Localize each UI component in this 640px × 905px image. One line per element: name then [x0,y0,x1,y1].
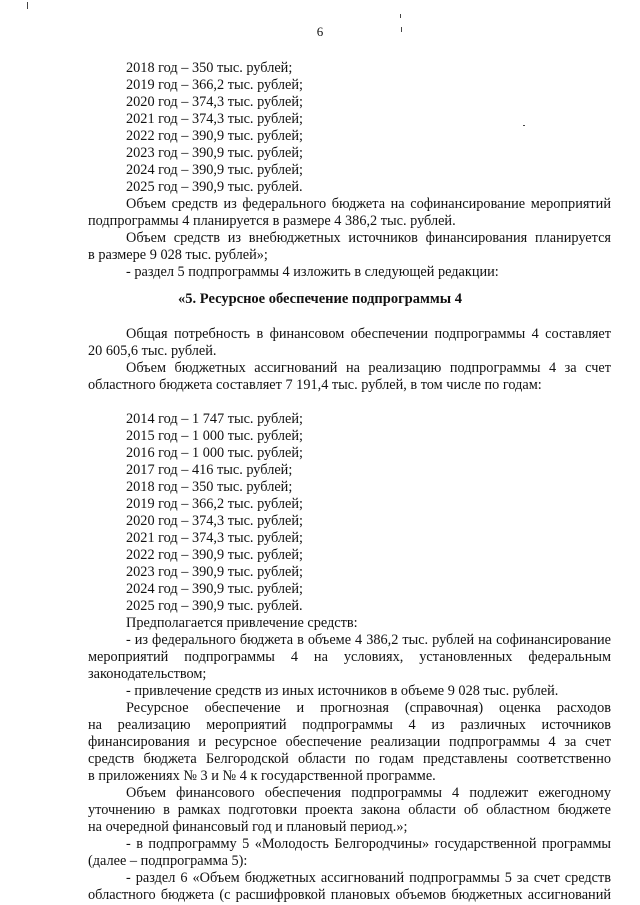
scan-mark [400,14,401,18]
scan-mark [27,2,28,9]
year-line: 2023 год – 390,9 тыс. рублей; [126,564,304,580]
paragraph-line: финансирования и ресурсное обеспечение реализации подпрограммы 4 за счет [88,734,611,750]
year-line: 2014 год – 1 747 тыс. рублей; [126,411,304,427]
paragraph-line: - привлечение средств из иных источников в объеме 9 028 тыс. рублей. [126,683,559,699]
year-line: 2025 год – 390,9 тыс. рублей. [126,598,303,614]
year-line: 2017 год – 416 тыс. рублей; [126,462,293,478]
page-number: 6 [316,24,324,39]
paragraph-line: мероприятий подпрограммы 4 на условиях, установленных федеральным [88,649,611,665]
paragraph-line: - в подпрограмму 5 «Молодость Белгородчины» государственной программы [126,836,611,852]
paragraph-line: Объем средств из внебюджетных источников финансирования планируется [126,230,611,246]
paragraph-line: областного бюджета составляет 7 191,4 тыс. рублей, в том числе по годам: [88,377,542,393]
year-line: 2024 год – 390,9 тыс. рублей; [126,162,304,178]
paragraph-line: (далее – подпрограмма 5): [88,853,248,869]
year-line: 2021 год – 374,3 тыс. рублей; [126,530,304,546]
paragraph-line: - раздел 6 «Объем бюджетных ассигнований подпрограммы 5 за счет средств [126,870,611,886]
year-line: 2019 год – 366,2 тыс. рублей; [126,77,304,93]
year-line: 2023 год – 390,9 тыс. рублей; [126,145,304,161]
year-line: 2022 год – 390,9 тыс. рублей; [126,128,304,144]
year-line: 2020 год – 374,3 тыс. рублей; [126,513,304,529]
paragraph-line: уточнению в рамках подготовки проекта закона области об областном бюджете [88,802,611,818]
year-line: 2025 год – 390,9 тыс. рублей. [126,179,303,195]
paragraph-line: подпрограммы 4 планируется в размере 4 386,2 тыс. рублей. [88,213,456,229]
paragraph-line: Объем финансового обеспечения подпрограммы 4 подлежит ежегодному [126,785,611,801]
paragraph-line: областного бюджета (с расшифровкой плановых объемов бюджетных ассигнований [88,887,611,903]
year-line: 2018 год – 350 тыс. рублей; [126,60,293,76]
year-line: 2021 год – 374,3 тыс. рублей; [126,111,304,127]
paragraph-line: Предполагается привлечение средств: [126,615,358,631]
paragraph-line: Общая потребность в финансовом обеспечении подпрограммы 4 составляет [126,326,611,342]
paragraph-line: - из федерального бюджета в объеме 4 386,2 тыс. рублей на софинансирование [126,632,611,648]
scan-mark [523,125,525,126]
paragraph-line: на реализацию мероприятий подпрограммы 4 из различных источников [88,717,611,733]
paragraph-line: средств бюджета Белгородской области по годам представлены соответственно [88,751,611,767]
year-line: 2015 год – 1 000 тыс. рублей; [126,428,304,444]
paragraph-line: на очередной финансовый год и плановый период.»; [88,819,408,835]
paragraph-line: Объем средств из федерального бюджета на софинансирование мероприятий [126,196,611,212]
paragraph-line: в размере 9 028 тыс. рублей»; [88,247,268,263]
edit-instruction: - раздел 5 подпрограммы 4 изложить в следующей редакции: [126,264,499,280]
year-line: 2018 год – 350 тыс. рублей; [126,479,293,495]
paragraph-line: законодательством; [88,666,207,682]
section-heading: «5. Ресурсное обеспечение подпрограммы 4 [178,291,462,307]
year-line: 2022 год – 390,9 тыс. рублей; [126,547,304,563]
paragraph-line: в приложениях № 3 и № 4 к государственной программе. [88,768,436,784]
year-line: 2020 год – 374,3 тыс. рублей; [126,94,304,110]
year-line: 2016 год – 1 000 тыс. рублей; [126,445,304,461]
paragraph-line: Ресурсное обеспечение и прогнозная (справочная) оценка расходов [126,700,611,716]
year-line: 2019 год – 366,2 тыс. рублей; [126,496,304,512]
paragraph-line: Объем бюджетных ассигнований на реализацию подпрограммы 4 за счет [126,360,611,376]
year-line: 2024 год – 390,9 тыс. рублей; [126,581,304,597]
paragraph-line: 20 605,6 тыс. рублей. [88,343,217,359]
